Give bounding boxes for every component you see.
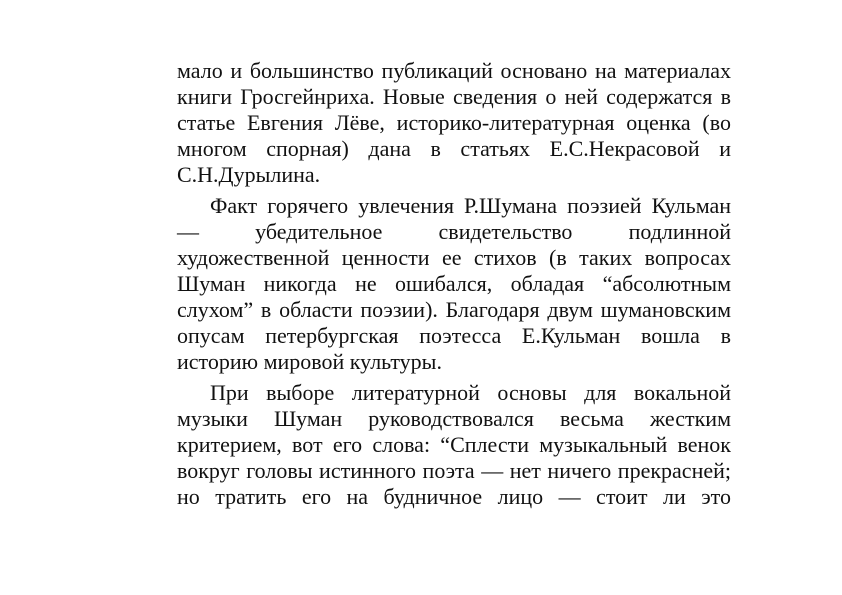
- text-line: вокруг головы истинного поэта — нет ничего прекрасней;: [177, 458, 731, 483]
- text-line: но тратить его на будничное лицо — стоит ли это: [177, 484, 731, 509]
- text-line: многом спорная) дана в статьях Е.С.Некрасовой и: [177, 136, 731, 161]
- paragraph-2: [177, 193, 731, 375]
- text-line: художественной ценности ее стихов (в таких вопросах: [177, 245, 731, 270]
- text-line: музыки Шуман руководствовался весьма жестким: [177, 406, 731, 431]
- text-line: статье Евгения Лёве, историко-литературная оценка (во: [177, 110, 731, 135]
- text-line: опусам петербургская поэтесса Е.Кульман вошла в: [177, 323, 731, 348]
- text-line: С.Н.Дурылина.: [177, 162, 321, 187]
- text-line: историю мировой культуры.: [177, 349, 442, 374]
- text-line: книги Гросгейнриха. Новые сведения о ней содержатся в: [177, 84, 731, 109]
- text-line: слухом” в области поэзии). Благодаря двум шумановским: [177, 297, 731, 322]
- text-line: критерием, вот его слова: “Сплести музыкальный венок: [177, 432, 731, 457]
- paragraph-1: [177, 58, 731, 188]
- text-line: Шуман никогда не ошибался, обладая “абсолютным: [177, 271, 731, 296]
- text-line: При выборе литературной основы для вокальной: [210, 380, 731, 405]
- text-line: Факт горячего увлечения Р.Шумана поэзией Кульман: [210, 193, 731, 218]
- text-line: мало и большинство публикаций основано на материалах: [177, 58, 731, 83]
- document-page: [177, 58, 731, 510]
- paragraph-3: [177, 380, 731, 510]
- text-line: — убедительное свидетельство подлинной: [177, 219, 731, 244]
